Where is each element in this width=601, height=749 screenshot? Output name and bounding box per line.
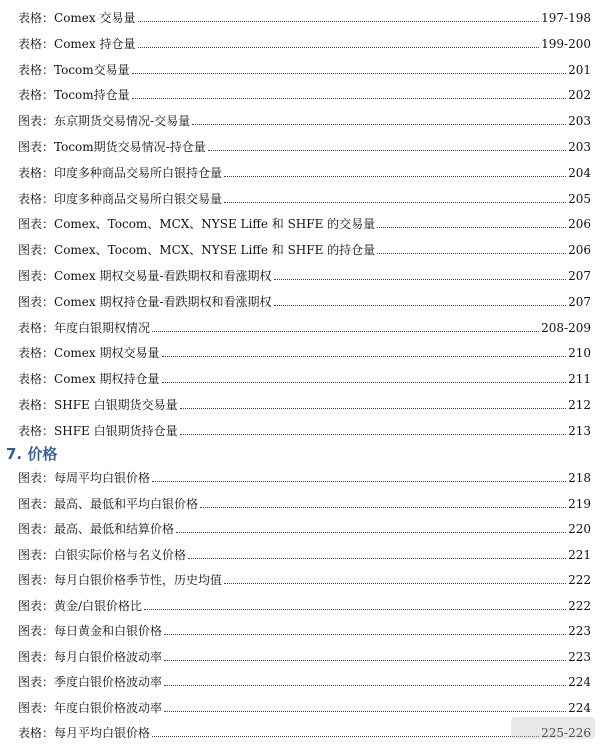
- toc-entry-title: SHFE 白银期货交易量: [54, 398, 178, 412]
- toc-entry[interactable]: [18, 264, 591, 284]
- toc-entry-page: 221: [568, 547, 591, 562]
- toc-entry-page: 220: [568, 522, 591, 536]
- toc-entry-page: 206: [568, 243, 591, 258]
- toc-entry-page: 204: [568, 165, 591, 180]
- dot-leader: [132, 97, 566, 99]
- toc-entry[interactable]: [18, 696, 591, 716]
- watermark-logo: [511, 717, 595, 739]
- dot-leader: [164, 710, 566, 712]
- dot-leader: [176, 531, 566, 533]
- toc-entry-page: 211: [568, 372, 591, 387]
- toc-entry-title: 每月平均白银价格: [54, 726, 151, 740]
- toc-entry-page: 219: [568, 496, 591, 511]
- toc-entry-page: 199-200: [541, 36, 591, 51]
- toc-entry[interactable]: [18, 594, 591, 614]
- toc-entry[interactable]: [18, 32, 591, 52]
- dot-leader: [224, 175, 566, 177]
- toc-entry[interactable]: [18, 238, 591, 258]
- toc-entry[interactable]: [18, 161, 591, 181]
- toc-entry-title: Comex 交易量: [54, 11, 136, 25]
- toc-entry[interactable]: [18, 83, 591, 103]
- toc-entry-page: 223: [568, 649, 591, 664]
- toc-entry-kind: 表格：: [18, 372, 55, 387]
- toc-entry-kind: 图表：: [18, 294, 55, 309]
- toc-entry-title: 白银实际价格与名义价格: [54, 547, 187, 562]
- dot-leader: [162, 355, 567, 357]
- toc-entry-kind: 图表：: [18, 700, 55, 715]
- toc-entry-page: 224: [568, 675, 591, 689]
- toc-entry[interactable]: [18, 393, 591, 413]
- toc-entry-title: 每日黄金和白银价格: [54, 624, 163, 638]
- toc-entry-title: 每周平均白银价格: [54, 471, 151, 485]
- toc-entry-kind: 图表：: [18, 624, 55, 638]
- dot-leader: [162, 381, 567, 383]
- dot-leader: [208, 149, 566, 151]
- toc-entry-page: 212: [568, 398, 591, 412]
- dot-leader: [138, 20, 540, 22]
- toc-entry[interactable]: [18, 568, 591, 588]
- dot-leader: [144, 608, 566, 610]
- toc-entry-title: 最高、最低和平均白银价格: [54, 496, 199, 511]
- toc-entry-page: 222: [568, 573, 591, 587]
- toc-entry[interactable]: [18, 619, 591, 639]
- toc-entry[interactable]: [18, 670, 591, 690]
- toc-entry-page: 206: [568, 217, 591, 232]
- dot-leader: [180, 433, 566, 435]
- toc-entry-title: Comex、Tocom、MCX、NYSE Liffe 和 SHFE 的持仓量: [54, 243, 376, 258]
- toc-entry-title: 东京期货交易情况-交易量: [54, 114, 191, 129]
- dot-leader: [224, 201, 566, 203]
- toc-entry-page: 207: [568, 294, 591, 309]
- toc-entry-kind: 表格：: [18, 191, 55, 206]
- toc-entry-page: 197-198: [541, 11, 591, 25]
- dot-leader: [274, 304, 567, 306]
- toc-entry-title: 印度多种商品交易所白银交易量: [54, 191, 223, 206]
- toc-entry-kind: 表格：: [18, 165, 55, 180]
- toc-entry-kind: 表格：: [18, 423, 55, 438]
- toc-entry[interactable]: [18, 721, 591, 741]
- dot-leader: [152, 735, 539, 737]
- toc-entry[interactable]: [18, 466, 591, 486]
- toc-entry-title: SHFE 白银期货持仓量: [54, 423, 178, 438]
- dot-leader: [164, 633, 566, 635]
- toc-entry[interactable]: [18, 543, 591, 563]
- toc-entry-kind: 表格：: [18, 726, 55, 740]
- toc-entry-title: 最高、最低和结算价格: [54, 522, 175, 536]
- toc-entry-page: 203: [568, 140, 591, 154]
- toc-entry-page: 225-226: [541, 726, 591, 740]
- toc-entry-kind: 图表：: [18, 243, 55, 258]
- toc-entry-title: Comex、Tocom、MCX、NYSE Liffe 和 SHFE 的交易量: [54, 217, 376, 232]
- toc-entry-kind: 表格：: [18, 36, 55, 51]
- toc-entry-kind: 图表：: [18, 114, 55, 129]
- toc-entry[interactable]: [18, 290, 591, 310]
- dot-leader: [180, 407, 566, 409]
- toc-entry-title: Tocom持仓量: [54, 88, 130, 103]
- toc-entry[interactable]: [18, 341, 591, 361]
- toc-entry[interactable]: [18, 109, 591, 129]
- toc-entry-title: Tocom交易量: [54, 62, 130, 77]
- toc-entry-title: 印度多种商品交易所白银持仓量: [54, 165, 223, 180]
- toc-entry-kind: 图表：: [18, 496, 55, 511]
- toc-entry[interactable]: [18, 492, 591, 512]
- dot-leader: [192, 123, 566, 125]
- toc-entry-kind: 图表：: [18, 471, 55, 485]
- toc-entry[interactable]: [18, 6, 591, 26]
- dot-leader: [138, 46, 540, 48]
- toc-entry[interactable]: [18, 212, 591, 232]
- dot-leader: [164, 659, 566, 661]
- toc-entry[interactable]: [18, 187, 591, 207]
- toc-entry-title: 每月白银价格季节性，历史均值: [54, 573, 223, 587]
- toc-entry-kind: 图表：: [18, 547, 55, 562]
- toc-entry-page: 213: [568, 423, 591, 438]
- toc-entry[interactable]: [18, 135, 591, 155]
- toc-entry-page: 207: [568, 269, 591, 283]
- dot-leader: [224, 582, 566, 584]
- dot-leader: [274, 278, 567, 280]
- toc-entry-kind: 表格：: [18, 62, 55, 77]
- dot-leader: [132, 72, 566, 74]
- toc-entry-kind: 图表：: [18, 269, 55, 283]
- toc-entry-title: Tocom期货交易情况-持仓量: [54, 140, 206, 154]
- toc-entry-page: 222: [568, 598, 591, 613]
- toc-entry-kind: 表格：: [18, 398, 55, 412]
- toc-entry-page: 201: [568, 62, 591, 77]
- toc-entry-title: 每月白银价格波动率: [54, 649, 163, 664]
- toc-entry-title: Comex 期权持仓量-看跌期权和看涨期权: [54, 294, 272, 309]
- toc-entry-title: Comex 期权交易量-看跌期权和看涨期权: [54, 269, 272, 283]
- toc-entry-kind: 图表：: [18, 140, 55, 154]
- toc-entry-page: 203: [568, 114, 591, 129]
- toc-entry-kind: 图表：: [18, 649, 55, 664]
- dot-leader: [164, 684, 566, 686]
- toc-entry-title: Comex 期权持仓量: [54, 372, 160, 387]
- toc-entry-kind: 表格：: [18, 11, 55, 25]
- toc-entry-title: 年度白银价格波动率: [54, 700, 163, 715]
- toc-entry-title: 季度白银价格波动率: [54, 675, 163, 689]
- toc-entry-page: 210: [568, 346, 591, 361]
- dot-leader: [377, 252, 566, 254]
- toc-entry[interactable]: [18, 367, 591, 387]
- toc-entry-page: 223: [568, 624, 591, 638]
- toc-entry-kind: 图表：: [18, 675, 55, 689]
- toc-entry-title: 年度白银期权情况: [54, 320, 151, 335]
- dot-leader: [188, 557, 566, 559]
- dot-leader: [152, 330, 539, 332]
- toc-entry-kind: 图表：: [18, 522, 55, 536]
- toc-entry-page: 218: [568, 471, 591, 485]
- toc-entry[interactable]: [18, 419, 591, 439]
- toc-entry-kind: 表格：: [18, 346, 55, 361]
- toc-entry-kind: 图表：: [18, 573, 55, 587]
- toc-entry-kind: 图表：: [18, 217, 55, 232]
- toc-entry[interactable]: [18, 517, 591, 537]
- toc-entry-kind: 表格：: [18, 320, 55, 335]
- dot-leader: [152, 480, 566, 482]
- toc-entry-page: 202: [568, 88, 591, 103]
- toc-entry-title: Comex 持仓量: [54, 36, 136, 51]
- toc-entry-kind: 图表：: [18, 598, 55, 613]
- toc-entry-title: Comex 期权交易量: [54, 346, 160, 361]
- toc-entry-page: 208-209: [541, 320, 591, 335]
- toc-entry-title: 黄金/白银价格比: [54, 598, 143, 613]
- dot-leader: [377, 226, 566, 228]
- toc-entry-page: 205: [568, 191, 591, 206]
- toc-entry[interactable]: [18, 316, 591, 336]
- dot-leader: [200, 506, 566, 508]
- toc-entry[interactable]: [18, 58, 591, 78]
- section-heading-prices: 7. 价格: [6, 445, 58, 463]
- toc-entry-page: 224: [568, 700, 591, 715]
- toc-entry-kind: 表格：: [18, 88, 55, 103]
- toc-entry[interactable]: [18, 645, 591, 665]
